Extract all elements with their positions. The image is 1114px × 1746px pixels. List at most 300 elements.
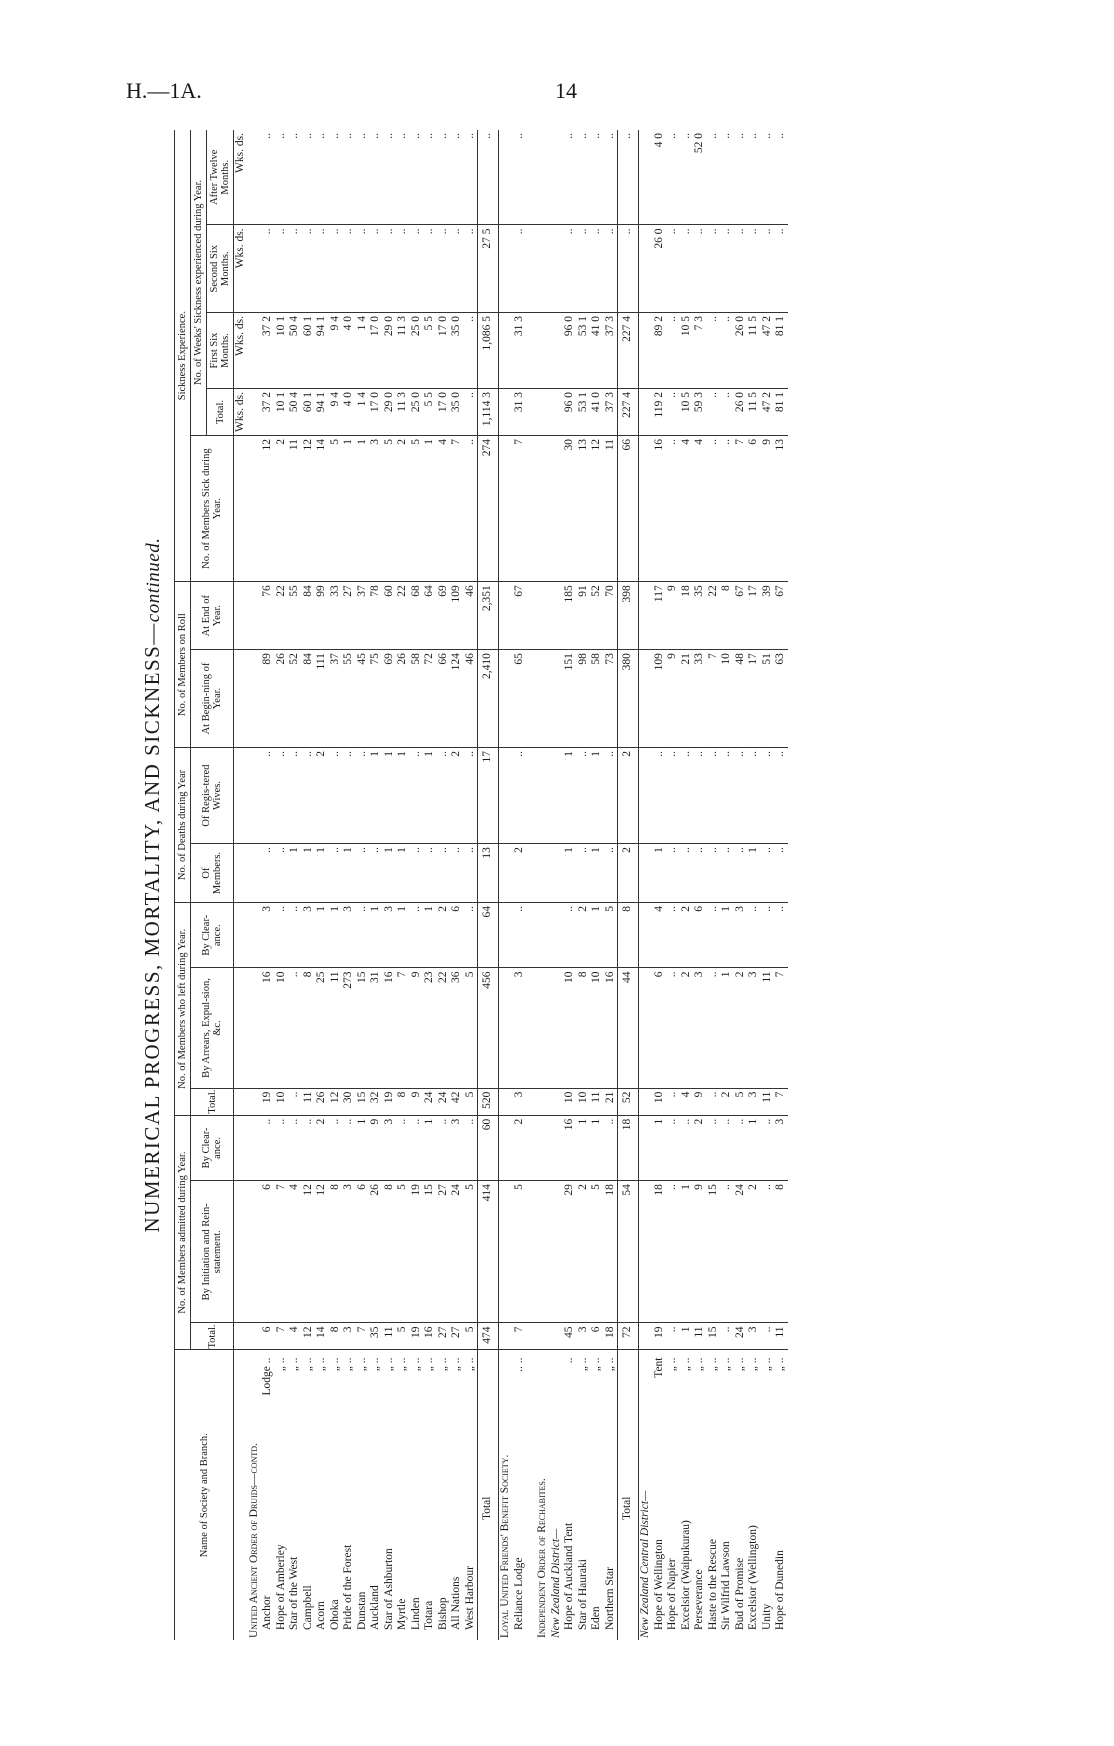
table-cell: .. bbox=[329, 747, 343, 843]
table-cell: 7 3 bbox=[693, 313, 707, 389]
table-cell: 9 4 bbox=[329, 313, 343, 389]
table-cell bbox=[536, 389, 550, 436]
table-cell: 9 4 bbox=[329, 389, 343, 436]
table-cell: .. bbox=[261, 844, 275, 903]
table-cell: 24 bbox=[734, 1181, 748, 1323]
table-cell: 398 bbox=[618, 582, 639, 650]
table-cell bbox=[550, 844, 564, 903]
row-name: New Zealand District— bbox=[549, 1528, 562, 1638]
table-cell: .. bbox=[410, 225, 424, 313]
table-cell: .. bbox=[734, 844, 748, 903]
table-cell: 17 0 bbox=[437, 389, 451, 436]
table-cell: 69 bbox=[437, 582, 451, 650]
table-row bbox=[464, 130, 478, 1640]
table-cell: .. bbox=[275, 1115, 289, 1180]
table-cell: 7 bbox=[734, 435, 748, 581]
table-cell: 5 bbox=[513, 1181, 527, 1323]
table-row bbox=[369, 130, 383, 1640]
table-cell: 1 bbox=[563, 747, 577, 843]
table-cell: 1 bbox=[720, 902, 734, 967]
table-cell: 1 bbox=[383, 747, 397, 843]
total-row bbox=[618, 130, 639, 1640]
table-cell bbox=[639, 130, 653, 225]
table-cell: 1 bbox=[653, 844, 667, 903]
row-name: Eden „ .. bbox=[590, 1350, 604, 1640]
table-cell: 11 bbox=[761, 1088, 775, 1115]
table-cell: .. bbox=[707, 435, 721, 581]
table-cell bbox=[499, 1181, 513, 1323]
table-cell: .. bbox=[774, 844, 788, 903]
table-cell: 11 bbox=[329, 968, 343, 1088]
table-cell: 4 bbox=[653, 902, 667, 967]
row-name-suffix: „ .. bbox=[733, 1357, 746, 1372]
row-name-suffix: „ .. bbox=[409, 1357, 422, 1372]
statistics-table bbox=[174, 130, 788, 1640]
table-cell: 72 bbox=[423, 650, 437, 748]
table-cell: 17 0 bbox=[369, 313, 383, 389]
table-cell: .. bbox=[653, 747, 667, 843]
table-cell: 5 bbox=[383, 435, 397, 581]
row-name: Sir Wilfrid Lawson „ .. bbox=[720, 1350, 734, 1640]
table-row bbox=[577, 130, 591, 1640]
table-cell: 8 bbox=[720, 582, 734, 650]
table-cell: .. bbox=[577, 844, 591, 903]
table-cell: 7 bbox=[513, 435, 527, 581]
row-name: Acorn „ .. bbox=[315, 1350, 329, 1640]
table-cell: 9 bbox=[666, 650, 680, 748]
table-cell: 227 4 bbox=[618, 389, 639, 436]
table-row bbox=[450, 130, 464, 1640]
row-name-suffix: „ .. bbox=[747, 1357, 759, 1372]
table-cell: .. bbox=[590, 130, 604, 225]
table-cell: 46 bbox=[464, 582, 478, 650]
table-cell: .. bbox=[720, 1115, 734, 1180]
table-cell: .. bbox=[761, 902, 775, 967]
table-row bbox=[774, 130, 788, 1640]
row-name-suffix: „ .. bbox=[463, 1357, 476, 1372]
table-row bbox=[423, 130, 437, 1640]
table-row bbox=[747, 130, 761, 1640]
table-cell: .. bbox=[513, 130, 527, 225]
table-cell: 1 bbox=[396, 902, 410, 967]
table-cell: 15 bbox=[356, 1088, 370, 1115]
table-cell: 18 bbox=[680, 582, 694, 650]
table-cell: 1 bbox=[383, 844, 397, 903]
table-cell: 5 bbox=[396, 1181, 410, 1323]
table-cell: .. bbox=[680, 225, 694, 313]
col-weeks-after: After Twelve Months. bbox=[207, 130, 234, 225]
table-cell: 26 0 bbox=[734, 389, 748, 436]
table-cell: 8 bbox=[302, 968, 316, 1088]
table-cell: .. bbox=[680, 130, 694, 225]
table-cell: .. bbox=[261, 225, 275, 313]
row-name: Anchor Lodge .. bbox=[261, 1350, 275, 1640]
row-name: New Zealand Central District— bbox=[639, 1490, 651, 1638]
table-cell bbox=[639, 902, 653, 967]
table-cell: .. bbox=[356, 747, 370, 843]
table-cell: .. bbox=[720, 1181, 734, 1323]
row-name: Bishop „ .. bbox=[437, 1350, 451, 1640]
table-cell: 37 3 bbox=[604, 389, 618, 436]
row-name-suffix: .. .. bbox=[512, 1357, 525, 1372]
table-cell: 5 bbox=[464, 1088, 478, 1115]
row-name-suffix: „ .. bbox=[666, 1357, 678, 1372]
table-cell: .. bbox=[315, 130, 329, 225]
table-cell: .. bbox=[275, 130, 289, 225]
table-cell bbox=[499, 435, 513, 581]
row-name-suffix: „ .. bbox=[288, 1357, 300, 1372]
table-cell: 8 bbox=[577, 968, 591, 1088]
table-cell: 18 bbox=[618, 1115, 639, 1180]
table-row bbox=[513, 130, 527, 1640]
table-cell: 37 2 bbox=[261, 389, 275, 436]
table-cell: 456 bbox=[478, 968, 499, 1088]
table-cell: 17 bbox=[747, 582, 761, 650]
col-weeks-total: Total. bbox=[207, 389, 234, 436]
total-row bbox=[478, 130, 499, 1640]
table-cell: .. bbox=[747, 130, 761, 225]
table-row bbox=[410, 130, 424, 1640]
table-cell: .. bbox=[720, 389, 734, 436]
table-cell: .. bbox=[707, 130, 721, 225]
table-cell: 7 bbox=[707, 650, 721, 748]
table-cell: 13 bbox=[774, 435, 788, 581]
table-cell: 11 bbox=[288, 435, 302, 581]
table-cell: 98 bbox=[577, 650, 591, 748]
table-cell: .. bbox=[329, 130, 343, 225]
table-cell: 380 bbox=[618, 650, 639, 748]
table-cell: 22 bbox=[275, 582, 289, 650]
row-name: Perseverance „ .. bbox=[693, 1350, 707, 1640]
table-cell: 8 bbox=[774, 1181, 788, 1323]
row-name: Totara „ .. bbox=[423, 1350, 437, 1640]
table-cell: 50 4 bbox=[288, 389, 302, 436]
table-cell: 1 bbox=[747, 844, 761, 903]
table-cell bbox=[248, 1088, 262, 1115]
table-cell: 12 bbox=[302, 1181, 316, 1323]
table-row bbox=[590, 130, 604, 1640]
table-cell: 47 2 bbox=[761, 389, 775, 436]
table-cell: 11 bbox=[693, 1323, 707, 1350]
table-cell: 24 bbox=[437, 1088, 451, 1115]
row-name-suffix: „ .. bbox=[274, 1357, 287, 1372]
table-cell: .. bbox=[383, 130, 397, 225]
row-name: Hope of Napier „ .. bbox=[666, 1350, 680, 1640]
table-cell: .. bbox=[275, 902, 289, 967]
table-cell: 64 bbox=[478, 902, 499, 967]
col-admitted-group: No. of Members admitted during Year. bbox=[175, 1115, 191, 1350]
table-cell: 37 bbox=[329, 650, 343, 748]
table-cell: .. bbox=[464, 902, 478, 967]
table-cell bbox=[536, 844, 550, 903]
row-name: Reliance Lodge .. .. bbox=[513, 1350, 527, 1640]
table-cell: 11 3 bbox=[396, 313, 410, 389]
table-cell: 67 bbox=[734, 582, 748, 650]
table-cell bbox=[248, 650, 262, 748]
table-cell: 3 bbox=[450, 1115, 464, 1180]
table-cell bbox=[536, 435, 550, 581]
table-cell: 22 bbox=[396, 582, 410, 650]
table-cell: .. bbox=[666, 902, 680, 967]
table-cell bbox=[639, 1323, 653, 1350]
table-cell bbox=[248, 902, 262, 967]
table-cell: 6 bbox=[653, 968, 667, 1088]
table-cell: 12 bbox=[302, 1323, 316, 1350]
table-cell: 55 bbox=[288, 582, 302, 650]
table-cell: 37 bbox=[356, 582, 370, 650]
table-cell bbox=[536, 1115, 550, 1180]
table-cell: 53 1 bbox=[577, 389, 591, 436]
table-cell: .. bbox=[707, 389, 721, 436]
table-cell: 3 bbox=[747, 968, 761, 1088]
table-cell bbox=[550, 1181, 564, 1323]
table-cell: 12 bbox=[302, 435, 316, 581]
table-cell: .. bbox=[342, 747, 356, 843]
table-cell: 1 bbox=[356, 435, 370, 581]
table-cell: 31 3 bbox=[513, 313, 527, 389]
table-cell: 7 bbox=[513, 1323, 527, 1350]
table-cell: 27 bbox=[450, 1323, 464, 1350]
col-left-group: No. of Members who left during Year. bbox=[175, 902, 191, 1115]
table-cell: .. bbox=[356, 902, 370, 967]
table-cell: 29 0 bbox=[383, 389, 397, 436]
table-cell bbox=[550, 313, 564, 389]
table-cell: 89 2 bbox=[653, 313, 667, 389]
row-name-suffix: „ .. bbox=[706, 1357, 719, 1372]
table-cell bbox=[639, 389, 653, 436]
units-row bbox=[234, 130, 248, 1640]
table-cell: 78 bbox=[369, 582, 383, 650]
table-cell: 58 bbox=[590, 650, 604, 748]
row-name: Star of the West „ .. bbox=[288, 1350, 302, 1640]
table-cell bbox=[536, 313, 550, 389]
row-name: Auckland „ .. bbox=[369, 1350, 383, 1640]
table-cell: 1 bbox=[369, 902, 383, 967]
table-cell: 6 bbox=[747, 435, 761, 581]
table-cell bbox=[536, 225, 550, 313]
table-cell: .. bbox=[288, 130, 302, 225]
table-row bbox=[693, 130, 707, 1640]
row-name: Total bbox=[618, 1350, 639, 1640]
table-cell bbox=[639, 225, 653, 313]
table-cell: .. bbox=[275, 844, 289, 903]
table-cell: 2 bbox=[734, 968, 748, 1088]
table-cell bbox=[248, 582, 262, 650]
table-cell: 2 bbox=[618, 747, 639, 843]
table-cell: 35 0 bbox=[450, 389, 464, 436]
table-cell: .. bbox=[288, 1115, 302, 1180]
table-cell: 30 bbox=[563, 435, 577, 581]
table-cell: .. bbox=[423, 844, 437, 903]
table-cell: .. bbox=[369, 844, 383, 903]
table-cell: .. bbox=[680, 747, 694, 843]
table-cell: 84 bbox=[302, 582, 316, 650]
table-cell: 10 5 bbox=[680, 389, 694, 436]
row-name: Bud of Promise „ .. bbox=[734, 1350, 748, 1640]
table-cell: 26 bbox=[396, 650, 410, 748]
table-cell: 9 bbox=[693, 1088, 707, 1115]
table-cell: 1 bbox=[423, 902, 437, 967]
table-cell: 12 bbox=[329, 1088, 343, 1115]
row-name-suffix: „ .. bbox=[436, 1357, 449, 1372]
table-cell: 31 3 bbox=[513, 389, 527, 436]
table-cell: .. bbox=[747, 902, 761, 967]
table-cell: 2 bbox=[747, 1181, 761, 1323]
table-cell: 67 bbox=[774, 582, 788, 650]
table-cell: 66 bbox=[437, 650, 451, 748]
table-cell: 10 bbox=[275, 968, 289, 1088]
table-cell: .. bbox=[450, 130, 464, 225]
table-cell: 2 bbox=[437, 902, 451, 967]
row-name-suffix: „ .. bbox=[423, 1357, 435, 1372]
table-row bbox=[680, 130, 694, 1640]
table-cell: 5 bbox=[329, 435, 343, 581]
row-name-suffix: Lodge .. bbox=[261, 1357, 273, 1396]
table-row bbox=[761, 130, 775, 1640]
row-name: Haste to the Rescue „ .. bbox=[707, 1350, 721, 1640]
table-cell bbox=[639, 968, 653, 1088]
table-cell: 36 bbox=[450, 968, 464, 1088]
table-cell: 54 bbox=[618, 1181, 639, 1323]
table-cell: 31 bbox=[369, 968, 383, 1088]
table-cell bbox=[639, 650, 653, 748]
table-cell: 26 bbox=[315, 1088, 329, 1115]
table-cell: 2 bbox=[513, 844, 527, 903]
table-cell: 29 0 bbox=[383, 313, 397, 389]
table-cell: .. bbox=[761, 1323, 775, 1350]
table-cell: .. bbox=[342, 130, 356, 225]
table-cell: .. bbox=[774, 747, 788, 843]
table-cell bbox=[248, 435, 262, 581]
table-cell: .. bbox=[680, 844, 694, 903]
table-cell: .. bbox=[410, 1115, 424, 1180]
table-cell: 50 4 bbox=[288, 313, 302, 389]
table-cell: 7 bbox=[275, 1323, 289, 1350]
table-cell: 1 bbox=[590, 747, 604, 843]
table-cell: 109 bbox=[450, 582, 464, 650]
table-cell bbox=[499, 650, 513, 748]
table-cell: 48 bbox=[734, 650, 748, 748]
table-cell: .. bbox=[577, 130, 591, 225]
table-cell: 1 bbox=[680, 1323, 694, 1350]
table-cell: .. bbox=[720, 313, 734, 389]
table-cell: 23 bbox=[423, 968, 437, 1088]
table-cell: 10 bbox=[563, 968, 577, 1088]
table-cell: 5 bbox=[590, 1181, 604, 1323]
table-cell: 10 5 bbox=[680, 313, 694, 389]
table-cell bbox=[550, 582, 564, 650]
row-name: Campbell „ .. bbox=[302, 1350, 316, 1640]
table-cell: .. bbox=[761, 225, 775, 313]
table-cell: 11 bbox=[590, 1088, 604, 1115]
table-cell: 16 bbox=[261, 968, 275, 1088]
table-cell: 47 2 bbox=[761, 313, 775, 389]
table-cell: 8 bbox=[383, 1181, 397, 1323]
table-cell: 17 bbox=[478, 747, 499, 843]
table-row bbox=[666, 130, 680, 1640]
table-cell: 53 1 bbox=[577, 313, 591, 389]
table-cell: 45 bbox=[563, 1323, 577, 1350]
table-cell: 70 bbox=[604, 582, 618, 650]
section-heading-row bbox=[248, 130, 262, 1640]
table-cell: .. bbox=[261, 1115, 275, 1180]
table-cell: 94 1 bbox=[315, 313, 329, 389]
table-cell: 117 bbox=[653, 582, 667, 650]
table-cell: .. bbox=[720, 130, 734, 225]
table-cell: 24 bbox=[734, 1323, 748, 1350]
table-cell bbox=[550, 389, 564, 436]
table-cell: 5 5 bbox=[423, 389, 437, 436]
table-cell bbox=[536, 1181, 550, 1323]
table-row bbox=[275, 130, 289, 1640]
table-cell: 124 bbox=[450, 650, 464, 748]
table-cell: 52 bbox=[288, 650, 302, 748]
table-cell: 8 bbox=[396, 1088, 410, 1115]
table-cell: 1 bbox=[329, 902, 343, 967]
table-cell bbox=[248, 225, 262, 313]
table-row bbox=[653, 130, 667, 1640]
table-cell: .. bbox=[261, 747, 275, 843]
table-cell: 1 bbox=[423, 747, 437, 843]
table-cell: 1 bbox=[747, 1115, 761, 1180]
table-cell: .. bbox=[369, 225, 383, 313]
table-cell: 45 bbox=[356, 650, 370, 748]
table-cell: .. bbox=[720, 225, 734, 313]
table-cell bbox=[248, 389, 262, 436]
table-cell: 29 bbox=[563, 1181, 577, 1323]
table-row bbox=[329, 130, 343, 1640]
row-name-suffix: „ .. bbox=[328, 1357, 341, 1372]
table-cell: 9 bbox=[369, 1115, 383, 1180]
table-cell: .. bbox=[464, 435, 478, 581]
table-cell: 5 5 bbox=[423, 313, 437, 389]
row-name: Dunstan „ .. bbox=[356, 1350, 370, 1640]
table-cell: 9 bbox=[693, 1181, 707, 1323]
table-cell: 3 bbox=[342, 902, 356, 967]
table-cell: 1 bbox=[577, 1115, 591, 1180]
table-cell: 4 bbox=[437, 435, 451, 581]
table-cell: 1 bbox=[315, 902, 329, 967]
table-cell bbox=[639, 582, 653, 650]
table-cell: .. bbox=[356, 225, 370, 313]
table-row bbox=[383, 130, 397, 1640]
table-cell: 24 bbox=[450, 1181, 464, 1323]
table-cell: .. bbox=[666, 968, 680, 1088]
table-cell: 4 bbox=[680, 435, 694, 581]
table-cell: 12 bbox=[590, 435, 604, 581]
table-cell: .. bbox=[604, 130, 618, 225]
units-label: Wks. ds. bbox=[234, 389, 248, 436]
table-cell: 2,410 bbox=[478, 650, 499, 748]
table-cell: 58 bbox=[410, 650, 424, 748]
table-cell: 60 1 bbox=[302, 389, 316, 436]
table-cell: 11 3 bbox=[396, 389, 410, 436]
col-weeks-group: No. of Weeks' Sickness experienced during Year. bbox=[191, 130, 207, 435]
row-name: United Ancient Order of Druids—contd. bbox=[247, 1443, 260, 1638]
table-cell: 33 bbox=[693, 650, 707, 748]
table-cell: 60 bbox=[478, 1115, 499, 1180]
table-cell: 11 5 bbox=[747, 389, 761, 436]
table-cell: .. bbox=[666, 435, 680, 581]
table-row bbox=[356, 130, 370, 1640]
table-cell: 8 bbox=[618, 902, 639, 967]
table-cell bbox=[550, 747, 564, 843]
col-sick-members: No. of Members Sick during Year. bbox=[191, 435, 234, 581]
table-cell bbox=[639, 1181, 653, 1323]
table-cell: 7 bbox=[356, 1323, 370, 1350]
row-name-suffix: Tent bbox=[652, 1357, 665, 1378]
table-cell: .. bbox=[734, 225, 748, 313]
